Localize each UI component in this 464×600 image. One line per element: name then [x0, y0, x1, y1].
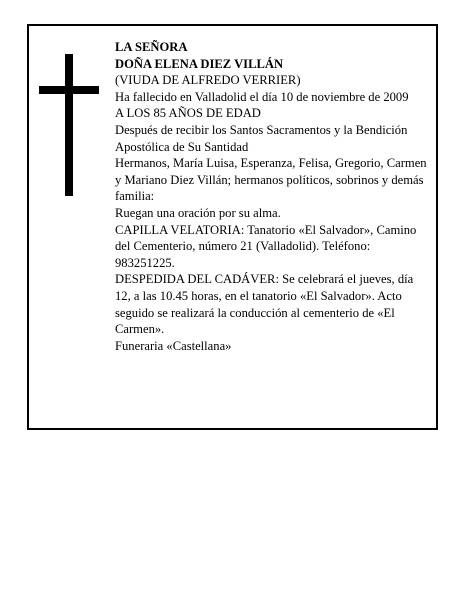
prayer-request: Ruegan una oración por su alma.: [115, 205, 281, 220]
funeral-home: Funeraria «Castellana»: [115, 338, 232, 353]
cross-icon: [39, 54, 99, 196]
widow-of: (VIUDA DE ALFREDO VERRIER): [115, 73, 301, 88]
family-list: Hermanos, María Luisa, Esperanza, Felisa, Gregorio, Carmen y Mariano Diez Villán; hermanos políticos, sobrinos y demás familia:: [115, 156, 427, 204]
obituary-notice: [27, 24, 438, 430]
chapel-info: CAPILLA VELATORIA: Tanatorio «El Salvador», Camino del Cementerio, número 21 (Valladolid). Teléfono: 983251225.: [115, 222, 417, 270]
notice-heading: LA SEÑORA: [115, 40, 188, 54]
farewell-info: DESPEDIDA DEL CADÁVER: Se celebrará el jueves, día 12, a las 10.45 horas, en el tanatorio «El Salvador». Acto seguido se realizará la conducción al cementerio de «El Carmen».: [115, 272, 414, 337]
notice-body: [115, 39, 431, 354]
age-statement: A LOS 85 AÑOS DE EDAD: [115, 106, 261, 121]
cross-horizontal-bar: [39, 86, 99, 94]
cross-vertical-bar: [65, 54, 73, 196]
sacraments-statement: Después de recibir los Santos Sacramentos y la Bendición Apostólica de Su Santidad: [115, 122, 408, 154]
deceased-name: DOÑA ELENA DIEZ VILLÁN: [115, 56, 284, 71]
death-statement: Ha fallecido en Valladolid el día 10 de noviembre de 2009: [115, 89, 409, 104]
